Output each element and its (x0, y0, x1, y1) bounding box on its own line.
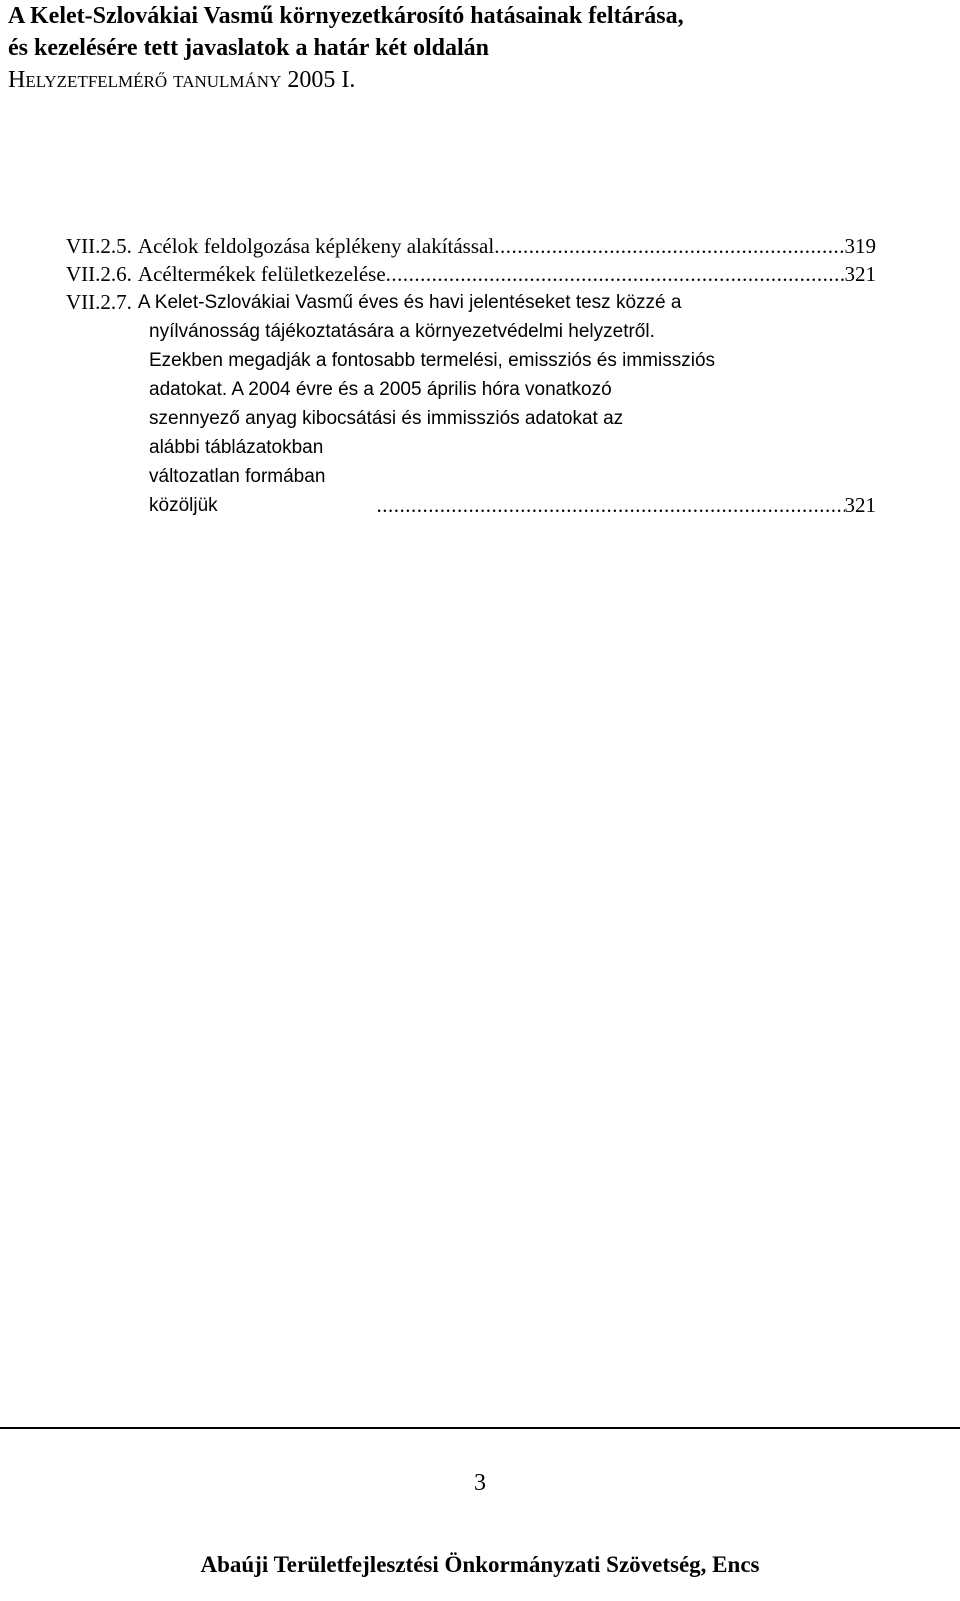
toc-leader-dots (370, 491, 844, 520)
toc-entry-page: 321 (844, 262, 876, 286)
toc-entry-title-line-5: szennyező anyag kibocsátási és immissziós adatokat az (149, 408, 624, 429)
toc-entry[interactable] (66, 260, 876, 288)
toc-entry-title-line-6: alábbi táblázatokban változatlan formában közöljük (149, 437, 326, 516)
toc-entry-number: VII.2.7. (66, 290, 132, 314)
header-subtitle: Helyzetfelmérő tanulmány 2005 I. (8, 67, 356, 93)
page-number: 3 (474, 1470, 486, 1496)
footer-divider (0, 1427, 960, 1429)
toc-entry-page: 321 (844, 493, 876, 517)
footer-organization: Abaúji Területfejlesztési Önkormányzati Szövetség, Encs (200, 1552, 760, 1577)
toc-entry-long[interactable] (66, 288, 876, 520)
toc-entry[interactable] (66, 232, 876, 260)
toc-entry-title-line-1: A Kelet-Szlovákiai Vasmű éves és havi jelentéseket tesz közzé a (137, 292, 682, 313)
document-header (8, 0, 948, 96)
toc-entry-page: 319 (844, 234, 876, 258)
header-title-line-1: A Kelet-Szlovákiai Vasmű környezetkárosító hatásainak feltárása, (8, 3, 684, 29)
toc-entry-title: Acéltermékek felületkezelése (137, 262, 386, 286)
toc-entry-title-line-2: nyílvánosság tájékoztatására a környezetvédelmi helyzetről. (149, 321, 655, 342)
toc-entry-title-line-3: Ezekben megadják a fontosabb termelési, emissziós és immissziós (149, 350, 716, 371)
toc-entry-number: VII.2.5. (66, 234, 132, 258)
toc-entry-title: Acélok feldolgozása képlékeny alakítással (137, 234, 495, 258)
toc-leader-dots (386, 260, 845, 288)
table-of-contents (66, 232, 876, 520)
toc-leader-dots (494, 232, 844, 260)
toc-entry-number: VII.2.6. (66, 262, 132, 286)
header-title-line-2: és kezelésére tett javaslatok a határ két oldalán (8, 35, 490, 61)
toc-entry-title-line-4: adatokat. A 2004 évre és a 2005 április hóra vonatkozó (149, 379, 612, 400)
